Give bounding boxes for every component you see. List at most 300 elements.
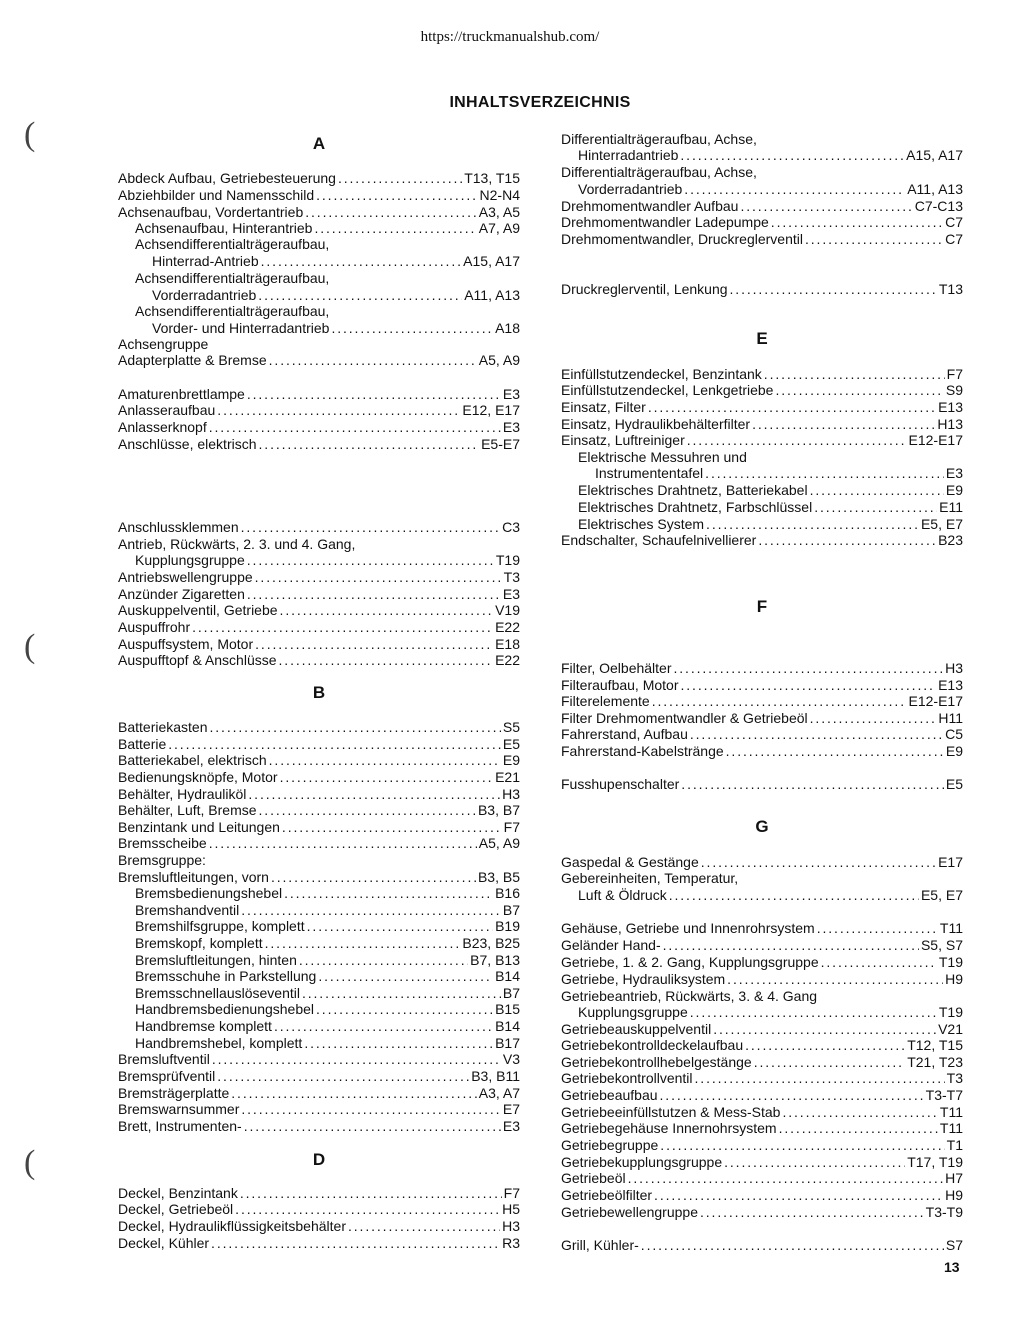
- index-entry-page-ref: A15, A17: [906, 147, 963, 163]
- index-entry: [135, 985, 520, 1001]
- index-entry: [118, 719, 520, 735]
- index-entry-title: Anlasseraufbau: [118, 402, 216, 418]
- index-entry: [561, 366, 963, 382]
- index-entry-page-ref: T3-T9: [925, 1204, 963, 1220]
- dot-leader: [247, 552, 494, 568]
- index-entry: [118, 869, 520, 885]
- index-entry-title: Handbremshebel, komplett: [135, 1035, 303, 1051]
- index-entry-page-ref: E9: [945, 743, 963, 759]
- index-entry-title: Druckreglerventil, Lenkung: [561, 281, 728, 297]
- dot-leader: [681, 776, 944, 792]
- index-entry: [561, 660, 963, 676]
- index-entry: [561, 198, 963, 214]
- index-entry-page-ref: F7: [946, 366, 963, 382]
- index-entry-title: Getriebeauskuppelventil: [561, 1021, 712, 1037]
- index-entry: [561, 1137, 963, 1153]
- index-entry-page-ref: B16: [495, 885, 520, 901]
- index-entry-title: Achsenaufbau, Hinterantrieb: [135, 220, 313, 236]
- index-entry-title: Handbremse komplett: [135, 1018, 272, 1034]
- index-entry-page-ref: B7, B13: [470, 952, 520, 968]
- dot-leader: [726, 743, 944, 759]
- dot-leader: [255, 569, 502, 585]
- index-entry-title: Getriebekontrollventil: [561, 1070, 693, 1086]
- index-entry: [118, 1201, 520, 1217]
- dot-leader: [331, 320, 493, 336]
- index-entry-title: Getriebegehäuse Innernohrsystem: [561, 1120, 777, 1136]
- dot-leader: [771, 214, 943, 230]
- index-entry-title: Achsendifferentialträgeraufbau,: [135, 236, 330, 252]
- index-entry-page-ref: C7-C13: [914, 198, 963, 214]
- index-entry-title: Deckel, Benzintank: [118, 1185, 238, 1201]
- index-entry-page-ref: B23: [938, 532, 963, 548]
- dot-leader: [745, 1037, 905, 1053]
- index-entry-title: Getriebekupplungsgruppe: [561, 1154, 723, 1170]
- dot-leader: [247, 586, 501, 602]
- index-entry: [135, 952, 520, 968]
- index-entry: [578, 499, 963, 515]
- index-entry: [561, 776, 963, 792]
- index-entry-title: Endschalter, Schaufelnivellierer: [561, 532, 757, 548]
- index-entry-title: Getriebeaufbau: [561, 1087, 658, 1103]
- index-entry-page-ref: C7: [945, 231, 963, 247]
- index-entry-title: Getriebeantrieb, Rückwärts, 3. & 4. Gang: [561, 988, 818, 1004]
- source-url[interactable]: https://truckmanualshub.com/: [420, 29, 600, 45]
- index-entry: [118, 569, 520, 585]
- index-entry: [561, 971, 963, 987]
- dot-leader: [695, 1070, 945, 1086]
- dot-leader: [316, 187, 477, 203]
- dot-leader: [241, 1101, 501, 1117]
- index-entry-page-ref: H7: [945, 1170, 963, 1186]
- dot-leader: [269, 352, 477, 368]
- index-entry-title: Einsatz, Luftreiniger: [561, 432, 685, 448]
- dot-leader: [212, 1051, 501, 1067]
- index-entry-page-ref: B7: [502, 985, 520, 1001]
- index-entry-title: Elektrisches Drahtnetz, Batteriekabel: [578, 482, 808, 498]
- index-entry-page-ref: F7: [503, 1185, 520, 1201]
- dot-leader: [210, 719, 501, 735]
- index-entry-page-ref: E13: [938, 677, 963, 693]
- index-entry-title: Bremsscheibe: [118, 835, 207, 851]
- dot-leader: [261, 253, 462, 269]
- dot-leader: [669, 887, 919, 903]
- index-entry-title: Behälter, Hydrauliköl: [118, 786, 247, 802]
- dot-leader: [305, 204, 476, 220]
- section-letter-heading: E: [756, 329, 768, 348]
- index-entry: [561, 382, 963, 398]
- index-entry-title: Bremsschuhe in Parkstellung: [135, 968, 317, 984]
- index-entry-page-ref: E3: [945, 465, 963, 481]
- dot-leader: [817, 920, 938, 936]
- dot-leader: [752, 416, 935, 432]
- index-entry-title: Amaturenbrettlampe: [118, 386, 245, 402]
- dot-leader: [641, 1237, 944, 1253]
- index-entry-page-ref: E3: [502, 419, 520, 435]
- index-entry-page-ref: A15, A17: [463, 253, 520, 269]
- index-entry: [561, 131, 963, 147]
- index-entry-title: Drehmomentwandler Ladepumpe: [561, 214, 769, 230]
- dot-leader: [758, 532, 936, 548]
- index-entry-title: Filter, Oelbehälter: [561, 660, 672, 676]
- index-entry-title: Deckel, Getriebeöl: [118, 1201, 234, 1217]
- index-entry: [561, 920, 963, 936]
- dot-leader: [282, 819, 502, 835]
- index-entry-page-ref: T21, T23: [907, 1054, 963, 1070]
- index-entry: [118, 1185, 520, 1201]
- dot-leader: [241, 902, 501, 918]
- index-entry-page-ref: H3: [502, 786, 520, 802]
- index-entry-page-ref: E3: [502, 1118, 520, 1134]
- index-entry-page-ref: T3: [503, 569, 520, 585]
- index-entry-page-ref: B3, B11: [471, 1068, 520, 1084]
- dot-leader: [259, 802, 476, 818]
- index-entry-title: Adapterplatte & Bremse: [118, 352, 267, 368]
- index-entry-page-ref: B7: [502, 902, 520, 918]
- index-entry-title: Batteriekabel, elektrisch: [118, 752, 267, 768]
- index-entry-title: Getriebekontrolldeckelaufbau: [561, 1037, 744, 1053]
- index-entry: [561, 854, 963, 870]
- index-entry-title: Vorder- und Hinterradantrieb: [152, 320, 330, 336]
- index-entry-page-ref: T3: [946, 1070, 963, 1086]
- index-entry-page-ref: H13: [937, 416, 963, 432]
- index-entry-page-ref: E12, E17: [462, 402, 520, 418]
- index-entry-title: Bremshandventil: [135, 902, 240, 918]
- dot-leader: [241, 519, 500, 535]
- index-entry-page-ref: V19: [495, 602, 520, 618]
- index-entry: [118, 786, 520, 802]
- index-entry-page-ref: E3: [502, 586, 520, 602]
- index-entry-title: Deckel, Kühler: [118, 1235, 210, 1251]
- index-entry: [561, 432, 963, 448]
- dot-leader: [706, 516, 919, 532]
- index-entry-page-ref: E5-E7: [481, 436, 520, 452]
- dot-leader: [168, 736, 501, 752]
- dot-leader: [654, 1187, 943, 1203]
- index-entry-page-ref: R3: [502, 1235, 520, 1251]
- dot-leader: [316, 1001, 493, 1017]
- index-entry-page-ref: B14: [495, 968, 520, 984]
- index-entry-title: Getriebe, Hydrauliksystem: [561, 971, 726, 987]
- index-entry-page-ref: A5, A9: [478, 835, 520, 851]
- index-entry: [595, 465, 963, 481]
- dot-leader: [690, 1004, 937, 1020]
- index-entry: [118, 187, 520, 203]
- index-entry-page-ref: T19: [938, 954, 963, 970]
- index-entry-page-ref: T13, T15: [464, 170, 520, 186]
- index-entry-title: Auspuffsystem, Motor: [118, 636, 254, 652]
- index-entry-title: Einfüllstutzendeckel, Lenkgetriebe: [561, 382, 774, 398]
- dot-leader: [814, 499, 937, 515]
- index-entry-page-ref: A11, A13: [464, 287, 520, 303]
- index-entry-title: Getriebeölfilter: [561, 1187, 653, 1203]
- index-entry-page-ref: E7: [502, 1101, 520, 1117]
- index-entry-title: Bremsluftleitungen, vorn: [118, 869, 269, 885]
- index-entry: [118, 1051, 520, 1067]
- dot-leader: [217, 402, 460, 418]
- index-entry-page-ref: B23, B25: [462, 935, 520, 951]
- index-entry-page-ref: B17: [495, 1035, 520, 1051]
- index-entry-page-ref: T11: [939, 1104, 963, 1120]
- index-entry-page-ref: H5: [502, 1201, 520, 1217]
- index-entry-title: Bremsträgerplatte: [118, 1085, 230, 1101]
- index-entry: [578, 1004, 963, 1020]
- dot-leader: [782, 1104, 937, 1120]
- index-entry-title: Differentialträgeraufbau, Achse,: [561, 131, 757, 147]
- index-entry: [118, 436, 520, 452]
- dot-leader: [674, 660, 944, 676]
- index-entry: [118, 1118, 520, 1134]
- index-entry-title: Brett, Instrumenten-: [118, 1118, 242, 1134]
- index-entry-title: Bremsluftventil: [118, 1051, 210, 1067]
- index-entry-page-ref: N2-N4: [479, 187, 520, 203]
- page-title: INHALTSVERZEICHNIS: [449, 94, 631, 111]
- index-entry-title: Filter Drehmomentwandler & Getriebeöl: [561, 710, 808, 726]
- dot-leader: [338, 170, 462, 186]
- index-entry: [118, 402, 520, 418]
- index-entry-page-ref: A3, A5: [478, 204, 520, 220]
- index-entry: [561, 231, 963, 247]
- index-entry-page-ref: B3, B7: [477, 802, 520, 818]
- index-entry-title: Einsatz, Filter: [561, 399, 646, 415]
- dot-leader: [314, 220, 476, 236]
- index-entry-title: Achsenaufbau, Vordertantrieb: [118, 204, 304, 220]
- index-entry: [561, 1154, 963, 1170]
- dot-leader: [764, 366, 945, 382]
- index-entry-page-ref: E17: [938, 854, 963, 870]
- index-entry: [118, 1101, 520, 1117]
- dot-leader: [318, 968, 493, 984]
- index-entry: [118, 636, 520, 652]
- index-entry-title: Bedienungsknöpfe, Motor: [118, 769, 278, 785]
- index-entry-page-ref: T11: [939, 920, 963, 936]
- index-entry-page-ref: S7: [945, 1237, 963, 1253]
- index-entry-title: Getriebeeinfüllstutzen & Mess-Stab: [561, 1104, 781, 1120]
- dot-leader: [259, 436, 480, 452]
- dot-leader: [240, 1185, 502, 1201]
- dot-leader: [244, 1118, 501, 1134]
- index-entry-page-ref: H9: [945, 1187, 963, 1203]
- index-entry: [561, 1037, 963, 1053]
- index-entry-title: Deckel, Hydraulikflüssigkeitsbehälter: [118, 1218, 346, 1234]
- index-entry: [118, 170, 520, 186]
- index-entry-page-ref: S9: [945, 382, 963, 398]
- index-entry: [135, 935, 520, 951]
- index-entry: [118, 536, 520, 552]
- index-entry-page-ref: E11: [939, 499, 963, 515]
- index-entry-title: Anschlussklemmen: [118, 519, 239, 535]
- index-entry: [135, 1035, 520, 1051]
- index-entry-page-ref: E12-E17: [908, 693, 963, 709]
- dot-leader: [348, 1218, 500, 1234]
- index-entry-title: Abziehbilder und Namensschild: [118, 187, 315, 203]
- index-entry-title: Bremsprüfventil: [118, 1068, 216, 1084]
- index-entry-title: Fahrerstand-Kabelstränge: [561, 743, 724, 759]
- dot-leader: [274, 1018, 493, 1034]
- index-entry-title: Achsendifferentialträgeraufbau,: [135, 303, 330, 319]
- index-entry: [561, 416, 963, 432]
- dot-leader: [730, 281, 937, 297]
- index-entry: [135, 885, 520, 901]
- index-entry-title: Gehäuse, Getriebe und Innenrohrsystem: [561, 920, 815, 936]
- index-entry-page-ref: T11: [939, 1120, 963, 1136]
- dot-leader: [705, 465, 944, 481]
- index-entry: [118, 652, 520, 668]
- index-entry-title: Filteraufbau, Motor: [561, 677, 679, 693]
- index-entry-page-ref: B19: [495, 918, 520, 934]
- index-entry-title: Benzintank und Leitungen: [118, 819, 280, 835]
- dot-leader: [217, 1068, 469, 1084]
- index-entry-title: Bremsbedienungshebel: [135, 885, 283, 901]
- dot-leader: [280, 602, 494, 618]
- index-entry: [561, 399, 963, 415]
- index-entry: [561, 1120, 963, 1136]
- index-entry: [135, 270, 520, 286]
- index-entry: [578, 147, 963, 163]
- index-entry: [561, 1170, 963, 1186]
- section-letter-heading: D: [312, 1150, 326, 1169]
- index-entry: [118, 819, 520, 835]
- index-entry: [561, 164, 963, 180]
- dot-leader: [265, 935, 461, 951]
- index-entry-page-ref: C3: [502, 519, 520, 535]
- index-entry-title: Auspuffrohr: [118, 619, 191, 635]
- index-entry: [561, 710, 963, 726]
- dot-leader: [648, 399, 936, 415]
- index-entry: [561, 281, 963, 297]
- index-entry-title: Anschlüsse, elektrisch: [118, 436, 257, 452]
- dot-leader: [269, 752, 501, 768]
- index-entry-title: Achsendifferentialträgeraufbau,: [135, 270, 330, 286]
- index-entry-page-ref: A3, A7: [478, 1085, 520, 1101]
- dot-leader: [775, 382, 943, 398]
- index-entry: [578, 181, 963, 197]
- index-entry: [135, 968, 520, 984]
- dot-leader: [247, 386, 501, 402]
- index-entry: [578, 482, 963, 498]
- index-entry: [118, 602, 520, 618]
- index-entry-page-ref: B14: [495, 1018, 520, 1034]
- dot-leader: [231, 1085, 476, 1101]
- index-entry-title: Vorderradantrieb: [152, 287, 257, 303]
- index-entry-page-ref: E5, E7: [920, 887, 963, 903]
- section-letter-heading: F: [756, 597, 768, 616]
- index-entry-page-ref: S5: [502, 719, 520, 735]
- index-entry-title: Gaspedal & Gestänge: [561, 854, 699, 870]
- index-entry: [561, 677, 963, 693]
- index-entry: [152, 253, 520, 269]
- index-entry-title: Fusshupenschalter: [561, 776, 680, 792]
- index-entry-title: Elektrische Messuhren und: [578, 449, 747, 465]
- index-entry-title: Bremsluftleitungen, hinten: [135, 952, 297, 968]
- index-entry-title: Einsatz, Hydraulikbehälterfilter: [561, 416, 751, 432]
- index-entry-title: Behälter, Luft, Bremse: [118, 802, 257, 818]
- index-entry-title: Batterie: [118, 736, 167, 752]
- dot-leader: [304, 1035, 493, 1051]
- index-entry-title: Differentialträgeraufbau, Achse,: [561, 164, 757, 180]
- dot-leader: [284, 885, 493, 901]
- index-entry-page-ref: E21: [495, 769, 520, 785]
- index-entry-page-ref: A5, A9: [478, 352, 520, 368]
- index-entry-title: Drehmomentwandler Aufbau: [561, 198, 739, 214]
- index-entry-title: Getriebegruppe: [561, 1137, 659, 1153]
- dot-leader: [209, 419, 501, 435]
- index-entry-title: Kupplungsgruppe: [578, 1004, 688, 1020]
- dot-leader: [258, 287, 462, 303]
- index-entry: [118, 852, 520, 868]
- index-entry: [561, 1087, 963, 1103]
- index-entry: [118, 736, 520, 752]
- index-entry-page-ref: C7: [945, 214, 963, 230]
- index-entry-title: Batteriekasten: [118, 719, 208, 735]
- dot-leader: [810, 710, 937, 726]
- page-number: 13: [944, 1259, 960, 1275]
- index-entry-page-ref: E18: [495, 636, 520, 652]
- dot-leader: [687, 432, 907, 448]
- index-entry-page-ref: E9: [945, 482, 963, 498]
- index-entry-page-ref: E22: [495, 652, 520, 668]
- index-entry-page-ref: B3, B5: [477, 869, 520, 885]
- index-entry-title: Einfüllstutzendeckel, Benzintank: [561, 366, 762, 382]
- dot-leader: [810, 482, 944, 498]
- index-entry: [118, 802, 520, 818]
- index-entry: [118, 769, 520, 785]
- index-entry-title: Handbremsbedienungshebel: [135, 1001, 315, 1017]
- index-entry: [561, 937, 963, 953]
- index-entry: [561, 532, 963, 548]
- index-entry-title: Filterelemente: [561, 693, 650, 709]
- dot-leader: [663, 937, 919, 953]
- index-entry: [135, 552, 520, 568]
- index-entry: [118, 336, 520, 352]
- dot-leader: [209, 835, 477, 851]
- dot-leader: [701, 854, 936, 870]
- index-entry-page-ref: E3: [502, 386, 520, 402]
- index-entry: [561, 988, 963, 1004]
- index-entry-page-ref: E22: [495, 619, 520, 635]
- index-entry: [152, 287, 520, 303]
- index-entry: [135, 1018, 520, 1034]
- index-entry-page-ref: E9: [502, 752, 520, 768]
- index-entry: [561, 954, 963, 970]
- index-entry-title: Bremsgruppe:: [118, 852, 206, 868]
- dot-leader: [307, 918, 493, 934]
- dot-leader: [211, 1235, 500, 1251]
- index-entry: [135, 236, 520, 252]
- dot-leader: [302, 985, 501, 1001]
- index-entry: [118, 835, 520, 851]
- dot-leader: [754, 1054, 906, 1070]
- dot-leader: [713, 1021, 936, 1037]
- index-entry: [118, 1068, 520, 1084]
- section-letter-heading: A: [312, 134, 326, 153]
- index-entry-page-ref: E13: [938, 399, 963, 415]
- index-entry: [152, 320, 520, 336]
- index-entry-title: Anzünder Zigaretten: [118, 586, 245, 602]
- index-entry: [118, 752, 520, 768]
- index-entry: [118, 619, 520, 635]
- index-entry: [135, 918, 520, 934]
- index-entry-page-ref: E5, E7: [920, 516, 963, 532]
- index-entry: [118, 1235, 520, 1251]
- index-entry-title: Bremskopf, komplett: [135, 935, 263, 951]
- index-entry-title: Auspufftopf & Anschlüsse: [118, 652, 277, 668]
- index-entry: [561, 1104, 963, 1120]
- index-entry-page-ref: T17, T19: [907, 1154, 963, 1170]
- index-entry-title: Hinterradantrieb: [578, 147, 679, 163]
- index-entry-title: Getriebeöl: [561, 1170, 626, 1186]
- index-entry-page-ref: E5: [502, 736, 520, 752]
- index-entry-page-ref: F7: [503, 819, 520, 835]
